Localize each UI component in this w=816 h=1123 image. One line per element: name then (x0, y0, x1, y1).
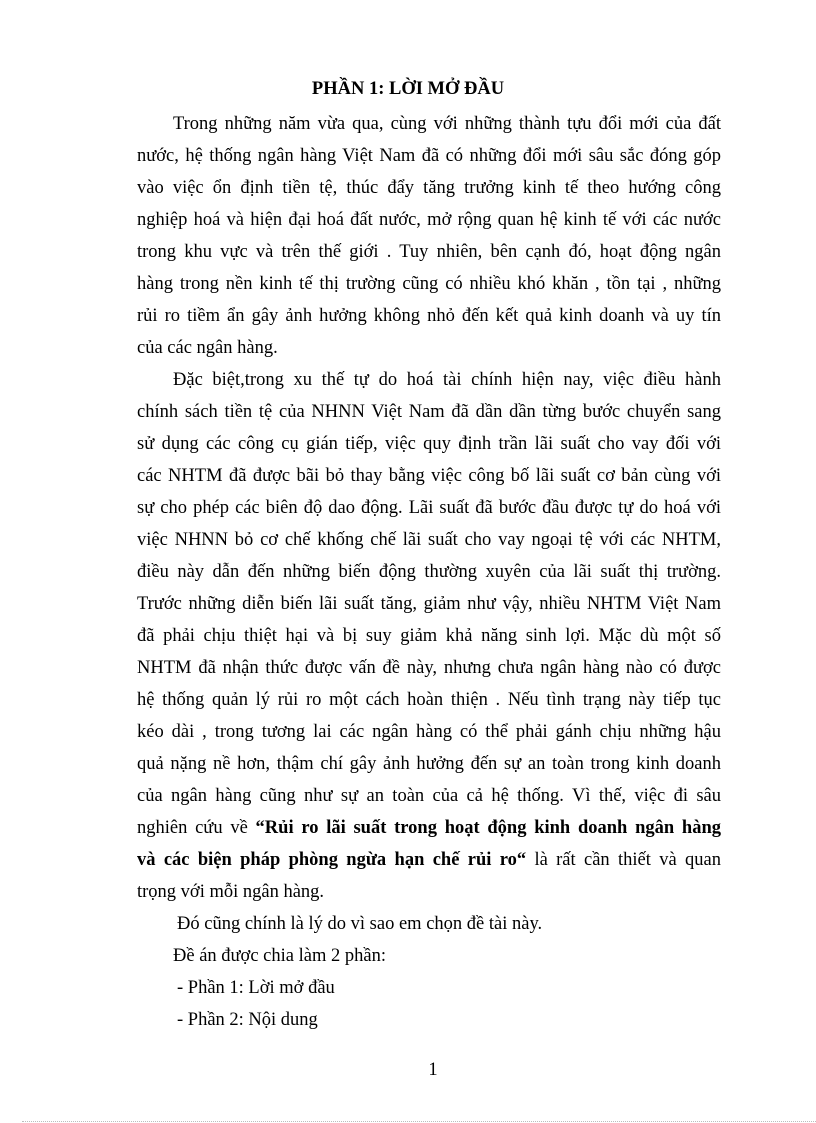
text-line: sử dụng các công cụ gián tiếp, việc quy định trần lãi suất cho vay đối với (137, 434, 721, 454)
text-line: của các ngân hàng. (137, 338, 278, 358)
division-intro: Đề án được chia làm 2 phần: (173, 946, 386, 966)
outline-item-part2: - Phần 2: Nội dung (177, 1010, 318, 1030)
text-line: điều này dẫn đến những biến động thường xuyên của lãi suất thị trường. (137, 562, 721, 582)
text-line: NHTM đã nhận thức được vấn đề này, nhưng chưa ngân hàng nào có được (137, 658, 721, 678)
topic-suffix: là rất cần thiết và quan (526, 850, 721, 870)
text-line: nước, hệ thống ngân hàng Việt Nam đã có những đổi mới sâu sắc đóng góp (137, 146, 721, 166)
text-line: hệ thống quản lý rủi ro một cách hoàn thiện . Nếu tình trạng này tiếp tục (137, 690, 721, 710)
page-number: 1 (428, 1060, 438, 1080)
text-line: Đặc biệt,trong xu thế tự do hoá tài chính hiện nay, việc điều hành (173, 370, 721, 390)
page-bottom-divider (22, 1121, 816, 1122)
text-line: của ngân hàng cũng như sự an toàn của cả hệ thống. Vì thế, việc đi sâu (137, 786, 721, 806)
text-line: nghiệp hoá và hiện đại hoá đất nước, mở rộng quan hệ kinh tế với các nước (137, 210, 721, 230)
topic-title-part2: và các biện pháp phòng ngừa hạn chế rủi ro“ (137, 850, 527, 870)
text-line-with-topic (137, 812, 721, 844)
text-line: Trong những năm vừa qua, cùng với những thành tựu đổi mới của đất (173, 114, 721, 134)
text-line: hàng trong nền kinh tế thị trường cũng có nhiều khó khăn , tồn tại , những (137, 274, 721, 294)
text-line: việc NHNN bỏ cơ chế khống chế lãi suất cho vay ngoại tệ với các NHTM, (137, 530, 721, 550)
paragraph-introduction (137, 108, 721, 364)
text-line: đã phải chịu thiệt hại và bị suy giảm khả năng sinh lợi. Mặc dù một số (137, 626, 721, 646)
document-body (137, 108, 721, 1036)
text-line: quả nặng nề hơn, thậm chí gây ảnh hưởng đến sự an toàn trong kinh doanh (137, 754, 721, 774)
text-line: Trước những diễn biến lãi suất tăng, giảm như vậy, nhiều NHTM Việt Nam (137, 594, 721, 614)
text-line: trọng với mỗi ngân hàng. (137, 882, 325, 902)
page-title: PHẦN 1: LỜI MỞ ĐẦU (311, 79, 505, 99)
text-line: chính sách tiền tệ của NHNN Việt Nam đã dần dần từng bước chuyển sang (137, 402, 721, 422)
text-line-with-topic (137, 844, 721, 876)
text-line: kéo dài , trong tương lai các ngân hàng có thể phải gánh chịu những hậu (137, 722, 721, 742)
topic-prefix: nghiên cứu về (137, 818, 256, 838)
reason-line: Đó cũng chính là lý do vì sao em chọn đề tài này. (177, 914, 543, 934)
topic-title-part1: “Rủi ro lãi suất trong hoạt động kinh doanh ngân hàng (255, 818, 721, 838)
text-line: trong khu vực và trên thế giới . Tuy nhiên, bên cạnh đó, hoạt động ngân (137, 242, 721, 262)
text-line: rủi ro tiềm ẩn gây ảnh hưởng không nhỏ đến kết quả kinh doanh và uy tín (137, 306, 721, 326)
text-line: vào việc ổn định tiền tệ, thúc đẩy tăng trưởng kinh tế theo hướng công (137, 178, 721, 198)
text-line: các NHTM đã được bãi bỏ thay bằng việc công bố lãi suất cơ bản cùng với (137, 466, 721, 486)
text-line: sự cho phép các biên độ dao động. Lãi suất đã bước đầu được tự do hoá với (137, 498, 721, 518)
paragraph-context (137, 364, 721, 908)
outline-item-part1: - Phần 1: Lời mở đầu (177, 978, 335, 998)
